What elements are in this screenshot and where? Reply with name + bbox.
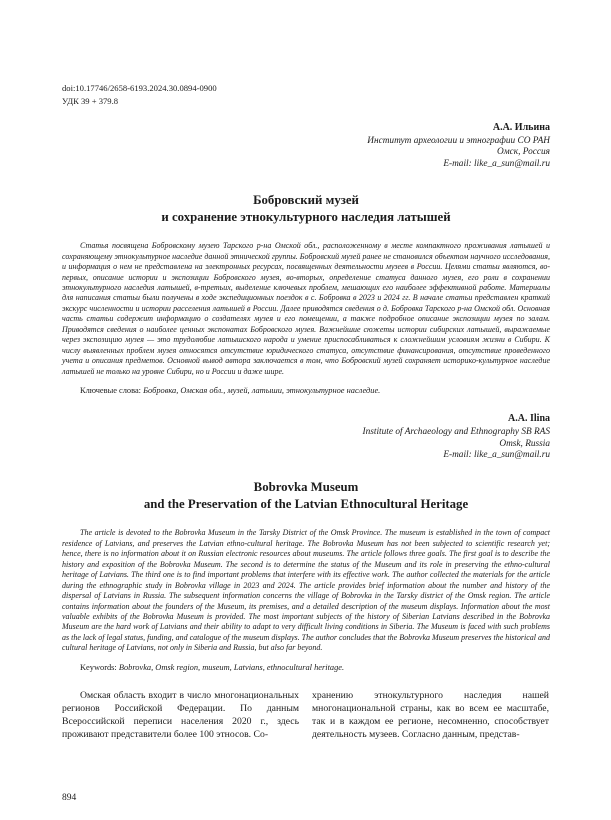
affiliation-en-institute: Institute of Archaeology and Ethnography SB RAS — [362, 427, 550, 438]
page-number: 894 — [62, 793, 77, 803]
udk-line: УДК 39 + 379.8 — [62, 96, 119, 106]
affiliation-ru-city: Омск, Россия — [497, 147, 550, 158]
body-right-column: хранению этнокультурного наследия нашей многонациональной страны, как во всем ее масштабе, так и в каждом ее регионе, несомненно, способствует деятельность музеев. Согласно данным, представ- — [312, 689, 549, 741]
article-meta — [62, 82, 550, 108]
article-body — [62, 689, 550, 741]
keywords-en — [62, 662, 550, 673]
keywords-ru-label: Ключевые слова: — [80, 386, 141, 396]
affiliation-ru-institute: Институт археологии и этнографии СО РАН — [367, 136, 550, 146]
author-block-ru — [62, 121, 550, 170]
affiliation-en-email: E-mail: like_a_sun@mail.ru — [443, 449, 550, 460]
keywords-en-label: Keywords: — [80, 662, 117, 672]
article-title-en-line2: and the Preservation of the Latvian Ethnocultural Heritage — [143, 497, 469, 512]
article-title-ru — [62, 192, 550, 226]
paper-page — [62, 82, 550, 741]
keywords-ru — [62, 385, 550, 396]
doi-line: doi:10.17746/2658-6193.2024.30.0894-0900 — [62, 83, 217, 93]
keywords-ru-values: Бобровка, Омская обл., музей, латыши, этнокультурное наследие. — [143, 386, 381, 396]
article-title-ru-line2: и сохранение этнокультурного наследия латышей — [161, 210, 451, 225]
affiliation-en-city: Omsk, Russia — [499, 438, 550, 449]
body-left-column: Омская область входит в число многонациональных регионов Российской Федерации. По данным Всероссийской переписи населения 2020 г., здесь проживают представители более 100 этносов. Со- — [62, 689, 299, 741]
author-name-ru: А.А. Ильина — [492, 122, 550, 133]
author-block-en — [62, 412, 550, 461]
abstract-en: The article is devoted to the Bobrovka Museum in the Tarsky District of the Omsk Province. The museum is established in the town of compact residence of Latvians, and preserves the Latvian ethno-cultural heritage. The Bobrovka Museum has not been subjected to scientific research yet; hence, there is no information about it on Russian electronic resources about museums. The article follows three goals. The first goal is to describe the history and exposition of the Bobrovka Museum. The second is to determine the status of the Museum and its role in preserving the ethno-cultural heritage of Latvians. The third one is to find important problems that interfere with its effective work. The author collected the materials for the article during the ethnographic study in Bobrovka village in 2023 and 2024. The article provides brief information about the number and history of the dispersal of Latvians in Russia. The subsequent information concerns the village of Bobrovka in the Tarsky district of the Omsk region. The article contains information about the founders of the Museum, its premises, and a detailed description of the museum displays. Information about the most valuable exhibits of the Bobrovka Museum is provided. The most important subjects of the history of Siberian Latvians described in the Bobrovka Museum are the hard work of Latvians and their ability to adapt to very difficult living conditions in Siberia. The Museum is faced with such problems as the lack of legal status, funding, and catalogue of the museum displays. The author concludes that the Bobrovka Museum preserves the historical and cultural heritage of Latvians, not only in Siberia and Russia, but also far beyond. — [62, 528, 550, 653]
keywords-en-values: Bobrovka, Omsk region, museum, Latvians, ethnocultural heritage. — [118, 662, 345, 672]
article-title-en-line1: Bobrovka Museum — [253, 480, 359, 495]
article-title-en — [62, 479, 550, 513]
affiliation-ru-email: E-mail: like_a_sun@mail.ru — [443, 158, 550, 169]
author-name-en: A.A. Ilina — [508, 413, 550, 425]
abstract-ru: Статья посвящена Бобровскому музею Тарского р-на Омской обл., расположенному в месте компактного проживания латышей и сохраняющему этнокультурное наследие данной этнической группы. Бобровский музей ранее не становился объектом научного исследования, и информация о нем не представлена на электронных ресурсах, посвященных деятельности музеев в России. Целями статьи являются, во-первых, описание истории и экспозиции Бобровского музея, во-вторых, определение статуса данного музея, его роли в сохранении этнокультурного наследия латышей, в-третьих, выделение ключевых проблем, мешающих его наиболее эффективной работе. Материалы для написания статьи были получены в ходе экспедиционных поездок в с. Бобровка в 2023 и 2024 гг. В начале статьи представлен краткий экскурс численности и истории расселения латышей в России. Далее приводятся сведения о д. Бобровка Тарского р-на Омской обл. Основная часть статьи содержит информацию о создателях музея и его помещении, а также подробное описание экспозиции музея по залам. Приводятся сведения о наиболее ценных экспонатах Бобровского музея. Важнейшие сюжеты истории сибирских латышей, выражаемые через экспозицию музея — это трудолюбие латышского народа и умение приспосабливаться к сложнейшим условиям жизни в Сибири. К числу выявленных проблем музея относятся отсутствие юридического статуса, отсутствие финансирования, отсутствие проведенного учета и описания предметов. Основной вывод автора заключается в том, что Бобровский музей сохраняет историко-культурное наследие латышей не только на уровне Сибири, но и России и даже шире. — [62, 241, 550, 376]
article-title-ru-line1: Бобровский музей — [253, 193, 359, 208]
